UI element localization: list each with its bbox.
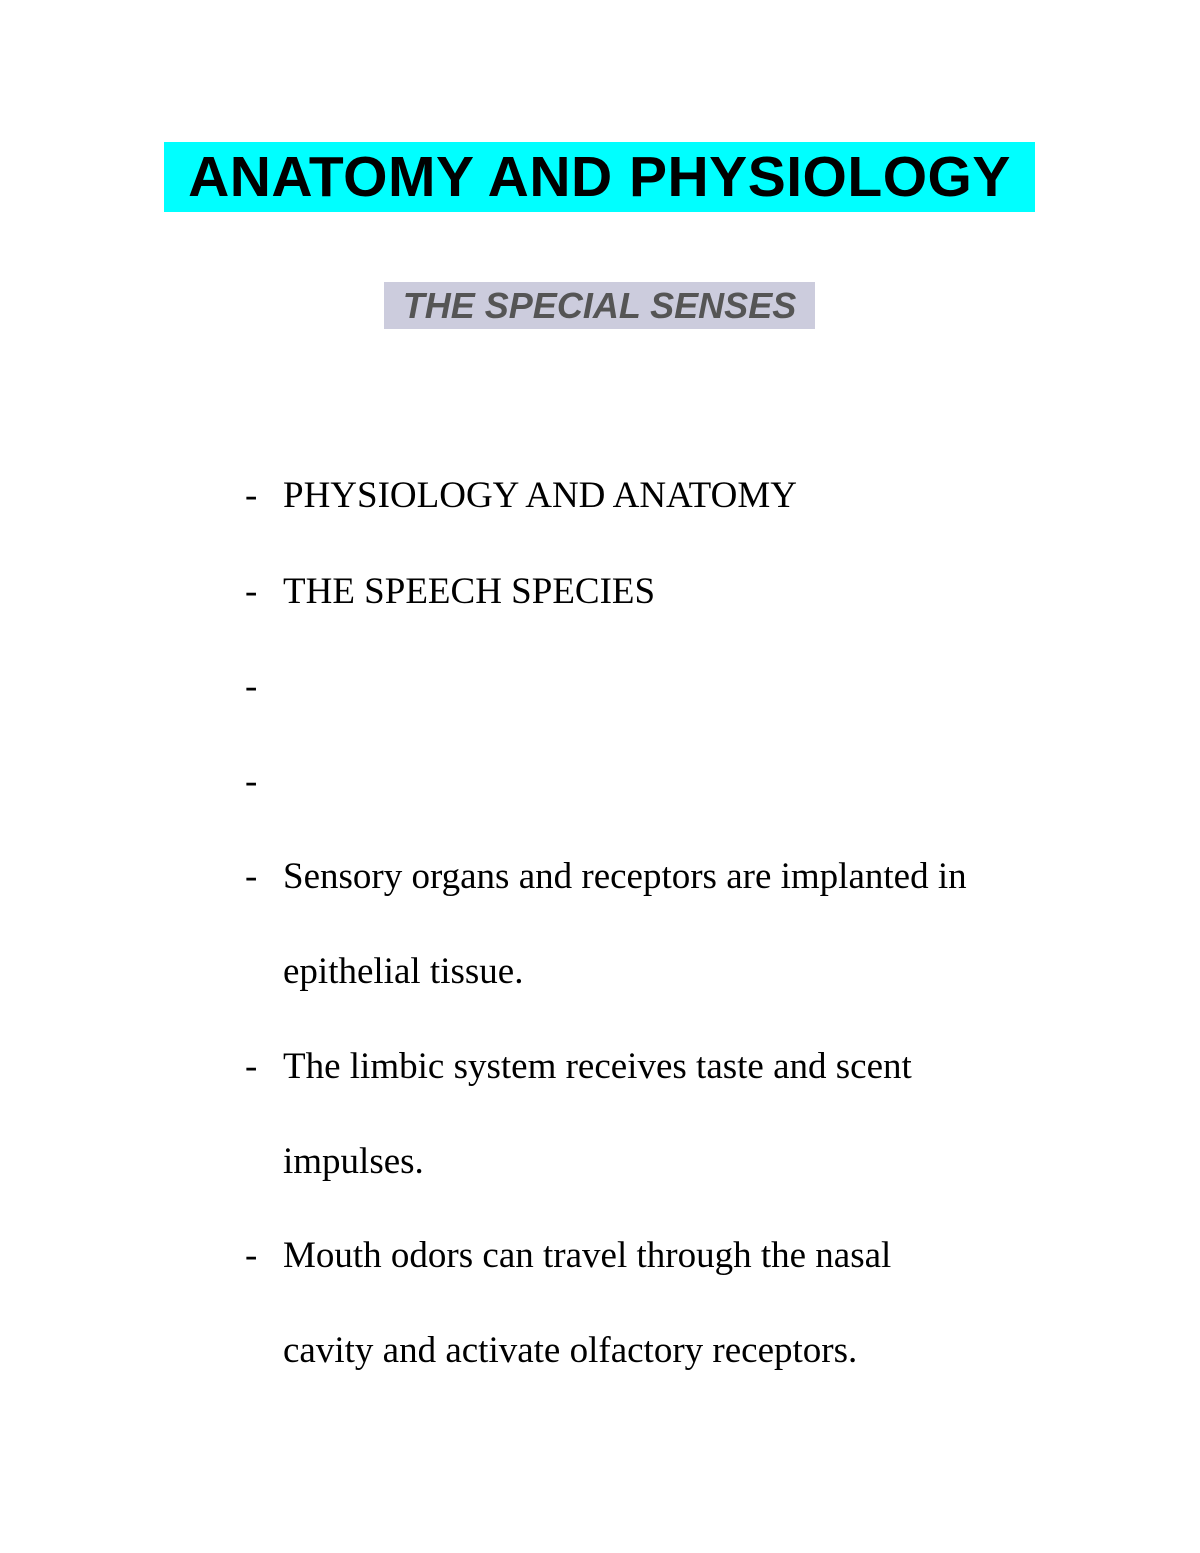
bullet-dash: -	[245, 1235, 258, 1276]
bullet-dash: -	[245, 761, 258, 802]
list-item-text: PHYSIOLOGY AND ANATOMY	[283, 475, 797, 516]
list-item-text: THE SPEECH SPECIES	[283, 571, 656, 612]
bullet-dash: -	[245, 571, 258, 612]
document-title: ANATOMY AND PHYSIOLOGY	[164, 142, 1035, 212]
bullet-dash: -	[245, 1046, 258, 1087]
bullet-dash: -	[245, 666, 258, 707]
list-item-text: cavity and activate olfactory receptors.	[283, 1330, 858, 1371]
list-item-text: Mouth odors can travel through the nasal	[283, 1235, 892, 1276]
document-subtitle: THE SPECIAL SENSES	[384, 282, 815, 329]
list-item-text: epithelial tissue.	[283, 951, 524, 992]
bullet-dash: -	[245, 856, 258, 897]
list-item-text: Sensory organs and receptors are implanted in	[283, 856, 967, 897]
list-item-text: The limbic system receives taste and scent	[283, 1046, 912, 1087]
bullet-dash: -	[245, 475, 258, 516]
list-item-text: impulses.	[283, 1141, 424, 1182]
